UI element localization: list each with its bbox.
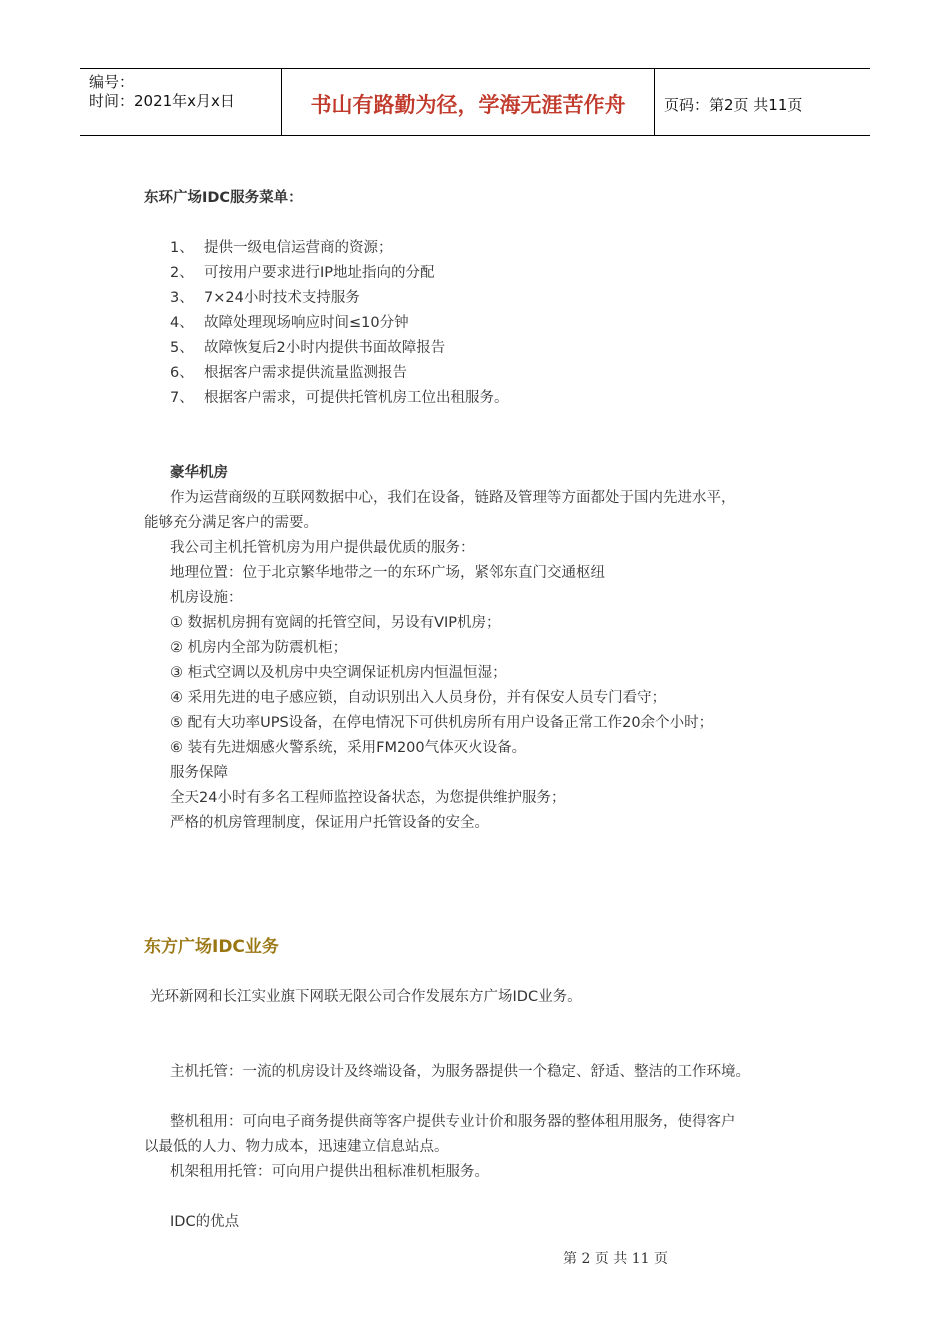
facility-item: ⑤ 配有大功率UPS设备，在停电情况下可供机房所有用户设备正常工作20余个小时； xyxy=(170,715,714,731)
list-item-number: 5、 xyxy=(170,340,194,356)
list-item: 7×24小时技术支持服务 xyxy=(204,290,360,306)
hosting-line: 主机托管：一流的机房设计及终端设备，为服务器提供一个稳定、舒适、整洁的工作环境。 xyxy=(170,1064,750,1080)
list-item: 可按用户要求进行IP地址指向的分配 xyxy=(204,265,435,281)
advantages-heading: IDC的优点 xyxy=(170,1214,240,1230)
motto: 书山有路勤为径，学海无涯苦作舟 xyxy=(310,93,626,117)
facility-item: ③ 柜式空调以及机房中央空调保证机房内恒温恒湿； xyxy=(170,665,507,681)
facility-item: ① 数据机房拥有宽阔的托管空间，另设有VIP机房； xyxy=(170,615,501,631)
facilities-label: 机房设施： xyxy=(170,590,243,606)
menu-title: 东环广场IDC服务菜单： xyxy=(144,190,303,206)
list-item-number: 2、 xyxy=(170,265,194,281)
list-item: 根据客户需求，可提供托管机房工位出租服务。 xyxy=(204,390,509,406)
luxury-title: 豪华机房 xyxy=(170,465,228,481)
rental-line2: 以最低的人力、物力成本，迅速建立信息站点。 xyxy=(144,1139,449,1155)
list-item: 提供一级电信运营商的资源； xyxy=(204,240,393,256)
page-info: 页码：第2页 共11页 xyxy=(664,96,803,114)
time-label: 时间：2021年x月x日 xyxy=(89,92,235,110)
dongfang-intro: 光环新网和长江实业旗下网联无限公司合作发展东方广场IDC业务。 xyxy=(150,989,582,1005)
guarantee-line: 全天24小时有多名工程师监控设备状态，为您提供维护服务； xyxy=(170,790,566,806)
guarantee-label: 服务保障 xyxy=(170,765,228,781)
header-page-cell xyxy=(655,69,870,135)
list-item-number: 7、 xyxy=(170,390,194,406)
dongfang-title: 东方广场IDC业务 xyxy=(144,937,279,957)
page-footer: 第 2 页 共 11 页 xyxy=(563,1251,668,1267)
list-item-number: 1、 xyxy=(170,240,194,256)
list-item: 故障处理现场响应时间≤10分钟 xyxy=(204,315,409,331)
list-item: 根据客户需求提供流量监测报告 xyxy=(204,365,407,381)
luxury-intro-line1: 作为运营商级的互联网数据中心，我们在设备，链路及管理等方面都处于国内先进水平， xyxy=(170,490,736,506)
facility-item: ② 机房内全部为防震机柜； xyxy=(170,640,348,656)
guarantee-line: 严格的机房管理制度，保证用户托管设备的安全。 xyxy=(170,815,489,831)
list-item-number: 6、 xyxy=(170,365,194,381)
rental-line1: 整机租用：可向电子商务提供商等客户提供专业计价和服务器的整体租用服务，使得客户 xyxy=(170,1114,736,1130)
facility-item: ⑥ 装有先进烟感火警系统，采用FM200气体灭火设备。 xyxy=(170,740,527,756)
header-left-cell xyxy=(80,69,282,135)
page-header xyxy=(80,68,870,136)
list-item-number: 3、 xyxy=(170,290,194,306)
list-item-number: 4、 xyxy=(170,315,194,331)
facility-item: ④ 采用先进的电子感应锁，自动识别出入人员身份，并有保安人员专门看守； xyxy=(170,690,667,706)
location-line: 地理位置：位于北京繁华地带之一的东环广场，紧邻东直门交通枢纽 xyxy=(170,565,605,581)
service-line: 我公司主机托管机房为用户提供最优质的服务： xyxy=(170,540,475,556)
list-item: 故障恢复后2小时内提供书面故障报告 xyxy=(204,340,446,356)
serial-label: 编号： xyxy=(89,73,135,91)
header-motto-cell xyxy=(282,69,655,135)
rack-line: 机架租用托管：可向用户提供出租标准机柜服务。 xyxy=(170,1164,489,1180)
luxury-intro-line2: 能够充分满足客户的需要。 xyxy=(144,515,318,531)
